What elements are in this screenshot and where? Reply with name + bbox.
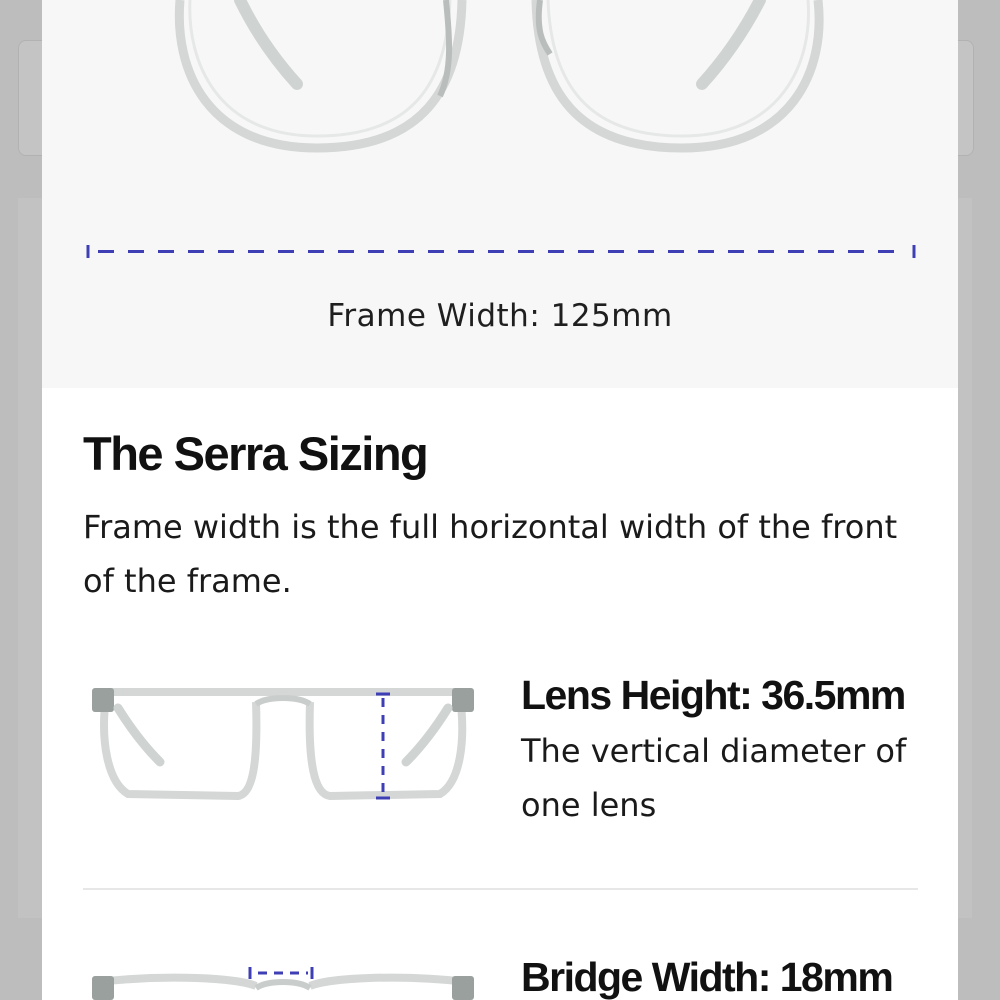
right-temple-arm [702, 0, 760, 84]
row-divider [83, 888, 918, 890]
lens-height-measure-line [376, 694, 390, 798]
bridge-width-diagram [88, 962, 478, 1000]
sizing-title: The Serra Sizing [83, 427, 428, 480]
frame-width-measure-line [88, 245, 914, 258]
left-temple-arm [240, 0, 297, 84]
lens-height-description: The vertical diameter of one lens [521, 732, 907, 824]
lens-height-title: Lens Height: 36.5mm [521, 672, 905, 718]
sizing-description: Frame width is the full horizontal width of the front of the frame. [83, 508, 898, 600]
sizing-sheet [42, 0, 958, 1000]
left-lens-rim [179, 0, 462, 148]
lens-height-diagram [88, 682, 478, 812]
frame-width-hero [42, 0, 958, 388]
frame-width-label: Frame Width: 125mm [327, 298, 673, 334]
bridge-width-measure-line [250, 967, 312, 979]
right-lens-rim [536, 0, 819, 148]
bridge-width-title: Bridge Width: 18mm [521, 954, 893, 1000]
